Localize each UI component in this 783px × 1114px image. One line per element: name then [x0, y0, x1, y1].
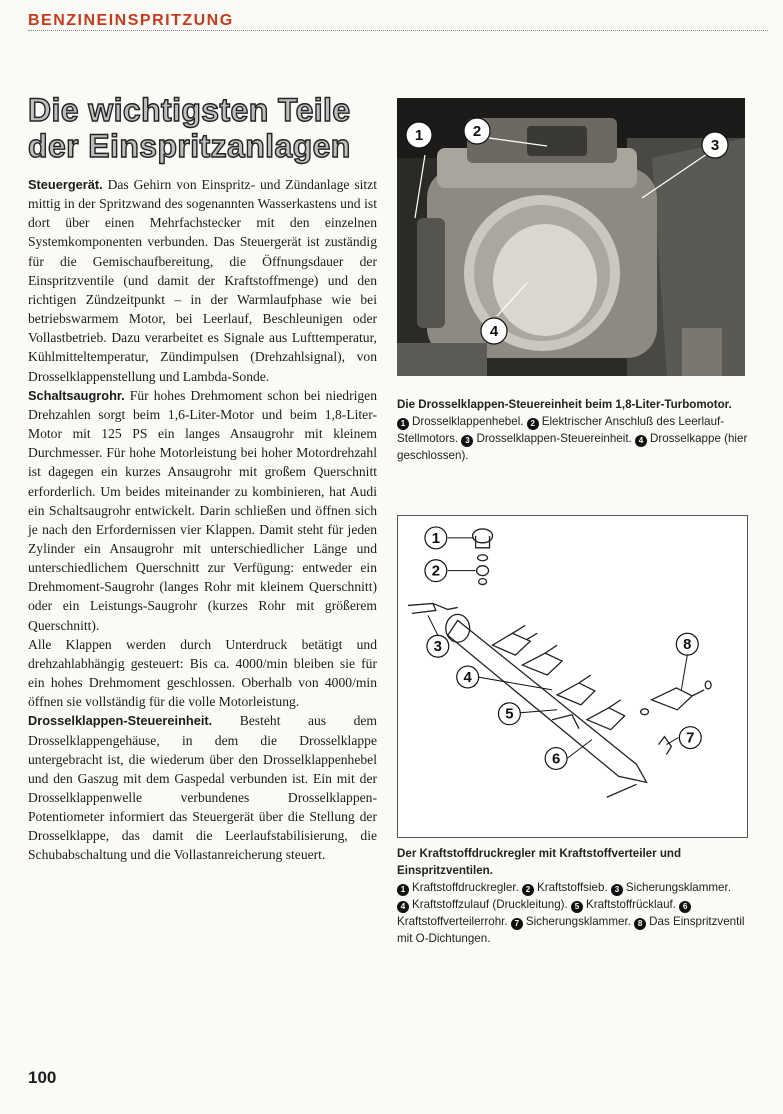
- diagram-callout-2: 2: [431, 563, 440, 580]
- page-number: 100: [28, 1068, 57, 1087]
- caption-item-text: Kraftstoffsieb.: [537, 881, 608, 894]
- caption-item-text: Elektrischer Anschluß des Leerlauf-Stellmotors.: [397, 415, 725, 445]
- throttle-body-illustration: [397, 98, 745, 376]
- caption-number-badge: 2: [527, 418, 539, 430]
- title-line-2: der Einspritzanlagen: [28, 128, 351, 164]
- title-line-1: Die wichtigsten Teile: [28, 92, 351, 128]
- caption-number-badge: 4: [397, 901, 409, 913]
- caption-item-text: Kraftstoffrücklauf.: [585, 898, 676, 911]
- caption-number-badge: 5: [571, 901, 583, 913]
- fuel-rail-diagram: [397, 515, 748, 838]
- paragraph-text: Für hohes Drehmoment schon bei niedrigen Drehzahlen sorgt beim 1,6-Liter-Motor und beim 1,8-Liter-Motor mit 125 PS ein langes Ansaugrohr mit kleinem Durchmesser. Für hohe Motorleistung bei hoher Motordrehzahl ist dagegen ein kurzes Ansaugrohr mit großem Querschnitt erforderlich. Um beides miteinander zu kombinieren, hat Audi ein Schaltsaugrohr entwickelt. Darin schließen und öffnen sich je nach den Erfordernissen vier Klappen. Damit steht für jeden Zylinder ein Ansaugrohr mit unterschiedlicher Länge und unterschiedlichem Querschnitt zur Verfügung: entweder ein Drehmoment-Saugrohr (langes Rohr mit kleinem Querschnitt) oder ein Leistungs-Saugrohr (kurzes Rohr mit größerem Querschnitt).: [28, 387, 377, 633]
- running-header: [28, 8, 768, 34]
- caption-number-badge: 4: [635, 435, 647, 447]
- diagram-callout-4: 4: [463, 669, 472, 686]
- photo-caption-item-3: [461, 432, 631, 445]
- caption-number-badge: 3: [461, 435, 473, 447]
- diagram-callout-1: 1: [431, 530, 440, 547]
- paragraph-text: Alle Klappen werden durch Unterdruck betätigt und drehzahlabhängig gesteuert: Bis ca. 4000/min bleiben sie für ein hohes Drehmoment geschlossen. Oberhalb von 4000/min öffnen sie vollständig für die volle Motorleistung.: [28, 636, 377, 710]
- diagram-callout-3: 3: [433, 639, 442, 656]
- caption-item-text: Kraftstoffzulauf (Druckleitung).: [412, 898, 568, 911]
- diagram-callout-7: 7: [686, 730, 695, 747]
- caption-item-text: Kraftstoffdruckregler.: [412, 881, 519, 894]
- caption-number-badge: 1: [397, 418, 409, 430]
- paragraph-drosselklappen: [28, 711, 377, 864]
- caption-number-badge: 8: [634, 918, 646, 930]
- diagram-caption-item-3: [611, 881, 731, 894]
- paragraph-label: Drosselklappen-Steuereinheit.: [28, 713, 213, 729]
- diagram-caption-item-5: [571, 898, 676, 911]
- caption-item-text: Drosselkappe (hier geschlossen).: [397, 432, 748, 462]
- photo-callout-2: 2: [472, 123, 482, 140]
- photo-caption: [397, 396, 749, 464]
- diagram-caption-item-2: [522, 881, 608, 894]
- body-text-column: [28, 175, 377, 865]
- photo-caption-title: Die Drosselklappen-Steuereinheit beim 1,8-Liter-Turbomotor.: [397, 398, 732, 411]
- caption-item-text: Drosselklappen-Steuereinheit.: [476, 432, 632, 445]
- paragraph-label: Schaltsaugrohr.: [28, 387, 125, 403]
- paragraph-schaltsaugrohr: [28, 386, 377, 635]
- paragraph-text: Besteht aus dem Drosselklappengehäuse, in dem die Drosselklappe untergebracht ist, die wiederum über den Drosselklappenhebel und den Gaszug mit dem Gaspedal verbunden ist. Ein mit der Drosselklappenwelle verbundenes Drosselklappen-Potentiometer informiert das Steuergerät über die Stellung der Drosselklappe, das damit die Leerlaufstabilisierung, die Schubabschaltung und die Vollastanreicherung steuert.: [28, 713, 377, 863]
- diagram-caption-item-4: [397, 898, 568, 911]
- header-divider: [28, 30, 768, 31]
- photo-callout-4: 4: [489, 323, 499, 340]
- page-title: [28, 92, 388, 164]
- caption-number-badge: 3: [611, 884, 623, 896]
- diagram-caption-item-7: [511, 915, 631, 928]
- diagram-callout-5: 5: [505, 706, 514, 723]
- photo-caption-item-1: [397, 415, 524, 428]
- section-header-title: BENZINEINSPRITZUNG: [28, 12, 234, 29]
- caption-number-badge: 2: [522, 884, 534, 896]
- fuel-rail-illustration: [398, 516, 747, 837]
- caption-item-text: Drosselklappenhebel.: [412, 415, 524, 428]
- caption-number-badge: 7: [511, 918, 523, 930]
- caption-item-text: Kraftstoffverteilerrohr.: [397, 915, 508, 928]
- caption-number-badge: 6: [679, 901, 691, 913]
- caption-number-badge: 1: [397, 884, 409, 896]
- paragraph-label: Steuergerät.: [28, 177, 103, 192]
- throttle-body-photo: [397, 98, 745, 376]
- diagram-caption-title: Der Kraftstoffdruckregler mit Kraftstoffverteiler und Einspritzventilen.: [397, 847, 682, 877]
- diagram-callout-6: 6: [551, 751, 561, 768]
- caption-item-text: Das Einspritzventil mit O-Dichtungen.: [397, 915, 745, 945]
- diagram-caption: [397, 845, 749, 947]
- diagram-callout-8: 8: [683, 637, 692, 654]
- paragraph-text: Das Gehirn von Einspritz- und Zündanlage sitzt mittig in der Spritzwand des sogenannten Wasserkastens und ist dort über einen Mehrfachstecker mit den einzelnen Systemkomponenten verbunden. Das Steuergerät ist zuständig für die Gemischaufbereitung, die Öffnungsdauer der Einspritzventile (und damit der Kraftstoffmenge) und den richtigen Zündzeitpunkt – in der Warmlaufphase wie bei betriebswarmem Motor, bei Leerlauf, Beschleunigen oder Vollastbetrieb. Dazu verarbeitet es Signale aus Lufttemperatur, Kühlmitteltemperatur, Zündimpulsen (Drehzahlsignal), von Drosselklappenstellung und Lambda-Sonde.: [28, 177, 377, 384]
- diagram-caption-item-1: [397, 881, 519, 894]
- photo-callout-1: 1: [414, 127, 424, 144]
- caption-item-text: Sicherungsklammer.: [625, 881, 731, 894]
- paragraph-klappen: [28, 635, 377, 712]
- diagram-callouts: [425, 527, 701, 769]
- photo-callout-3: 3: [710, 137, 720, 154]
- paragraph-steuergeraet: [28, 175, 377, 386]
- caption-item-text: Sicherungsklammer.: [525, 915, 631, 928]
